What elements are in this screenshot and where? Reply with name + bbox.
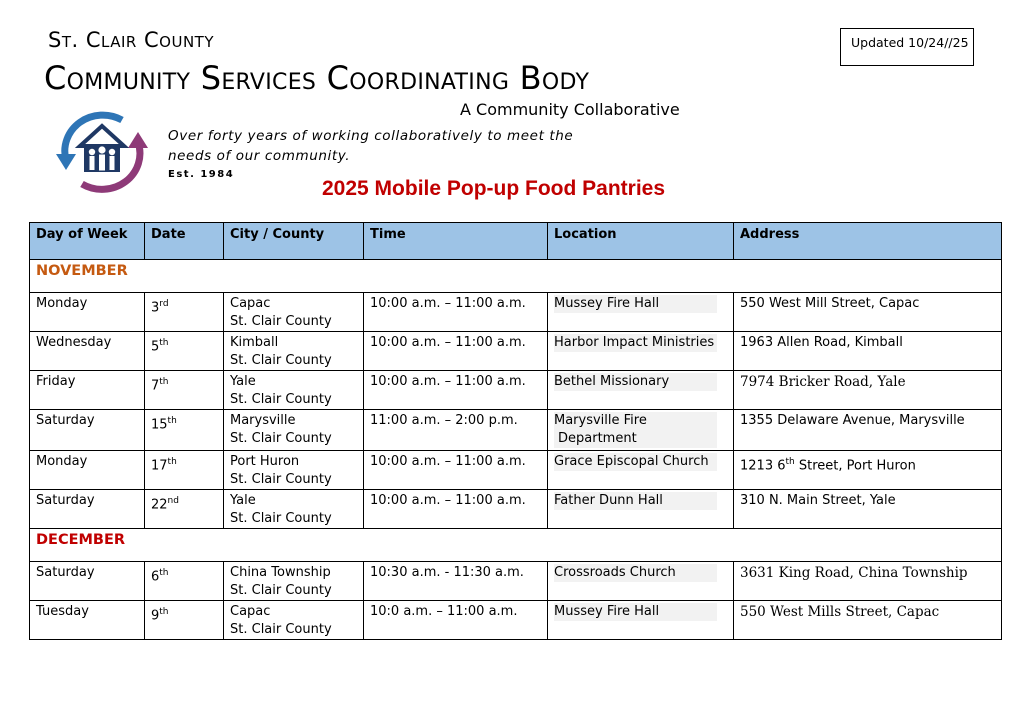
table-row: [30, 293, 1002, 332]
cell-date: 15th: [145, 410, 224, 451]
cell-address: 1213 6th Street, Port Huron: [734, 451, 1002, 490]
motto-line1: Over forty years of working collaboratively to meet the: [168, 128, 574, 144]
table-row: [30, 332, 1002, 371]
cell-city: Kimball St. Clair County: [224, 332, 364, 371]
table-row: [30, 451, 1002, 490]
cell-time: 10:0 a.m. – 11:00 a.m.: [364, 601, 548, 640]
cell-location: Mussey Fire Hall: [548, 293, 734, 332]
established-year: Est. 1984: [168, 169, 235, 180]
table-row: [30, 601, 1002, 640]
cell-address: 3631 King Road, China Township: [734, 562, 1002, 601]
cell-city: Capac St. Clair County: [224, 601, 364, 640]
cell-date: 5th: [145, 332, 224, 371]
cell-time: 10:30 a.m. - 11:30 a.m.: [364, 562, 548, 601]
org-logo-icon: [52, 108, 152, 194]
cell-city: Port Huron St. Clair County: [224, 451, 364, 490]
cell-city: Yale St. Clair County: [224, 490, 364, 529]
col-header-location: Location: [548, 223, 734, 260]
cell-location: Bethel Missionary: [548, 371, 734, 410]
cell-day: Friday: [30, 371, 145, 410]
cell-city: Yale St. Clair County: [224, 371, 364, 410]
cell-city: China Township St. Clair County: [224, 562, 364, 601]
org-tagline: A Community Collaborative: [460, 100, 680, 119]
org-name-line2: Community Services Coordinating Body: [44, 59, 590, 97]
org-name-line1: St. Clair County: [48, 28, 214, 52]
cell-time: 10:00 a.m. – 11:00 a.m.: [364, 490, 548, 529]
cell-time: 11:00 a.m. – 2:00 p.m.: [364, 410, 548, 451]
cell-date: 3rd: [145, 293, 224, 332]
updated-date-box: Updated 10/24//25: [840, 28, 974, 66]
motto-line2: needs of our community.: [168, 148, 351, 164]
cell-day: Saturday: [30, 410, 145, 451]
month-label: DECEMBER: [36, 532, 126, 548]
col-header-day: Day of Week: [30, 223, 145, 260]
cell-time: 10:00 a.m. – 11:00 a.m.: [364, 293, 548, 332]
cell-location: Harbor Impact Ministries: [548, 332, 734, 371]
cell-day: Monday: [30, 293, 145, 332]
table-row: [30, 371, 1002, 410]
cell-date: 7th: [145, 371, 224, 410]
month-row-december: [30, 529, 1002, 562]
cell-time: 10:00 a.m. – 11:00 a.m.: [364, 332, 548, 371]
org-motto: [168, 126, 573, 166]
cell-date: 9th: [145, 601, 224, 640]
col-header-date: Date: [145, 223, 224, 260]
cell-time: 10:00 a.m. – 11:00 a.m.: [364, 451, 548, 490]
table-row: [30, 562, 1002, 601]
cell-address: 7974 Bricker Road, Yale: [734, 371, 1002, 410]
cell-day: Tuesday: [30, 601, 145, 640]
cell-day: Monday: [30, 451, 145, 490]
col-header-address: Address: [734, 223, 1002, 260]
col-header-time: Time: [364, 223, 548, 260]
cell-location: Father Dunn Hall: [548, 490, 734, 529]
cell-date: 6th: [145, 562, 224, 601]
month-row-november: [30, 260, 1002, 293]
cell-date: 17th: [145, 451, 224, 490]
table-row: [30, 490, 1002, 529]
cell-location: Grace Episcopal Church: [548, 451, 734, 490]
document-title: 2025 Mobile Pop-up Food Pantries: [322, 177, 666, 200]
cell-address: 550 West Mill Street, Capac: [734, 293, 1002, 332]
cell-address: 310 N. Main Street, Yale: [734, 490, 1002, 529]
cell-day: Saturday: [30, 562, 145, 601]
cell-date: 22nd: [145, 490, 224, 529]
table-header-row: [30, 223, 1002, 260]
table-row: [30, 410, 1002, 451]
cell-time: 10:00 a.m. – 11:00 a.m.: [364, 371, 548, 410]
pantry-schedule-table: [29, 222, 1002, 640]
cell-location: Crossroads Church: [548, 562, 734, 601]
cell-location: Marysville Fire Department: [548, 410, 734, 451]
cell-address: 550 West Mills Street, Capac: [734, 601, 1002, 640]
cell-day: Wednesday: [30, 332, 145, 371]
cell-address: 1963 Allen Road, Kimball: [734, 332, 1002, 371]
cell-address: 1355 Delaware Avenue, Marysville: [734, 410, 1002, 451]
cell-city: Marysville St. Clair County: [224, 410, 364, 451]
cell-city: Capac St. Clair County: [224, 293, 364, 332]
cell-day: Saturday: [30, 490, 145, 529]
month-label: NOVEMBER: [36, 263, 128, 279]
col-header-city: City / County: [224, 223, 364, 260]
cell-location: Mussey Fire Hall: [548, 601, 734, 640]
